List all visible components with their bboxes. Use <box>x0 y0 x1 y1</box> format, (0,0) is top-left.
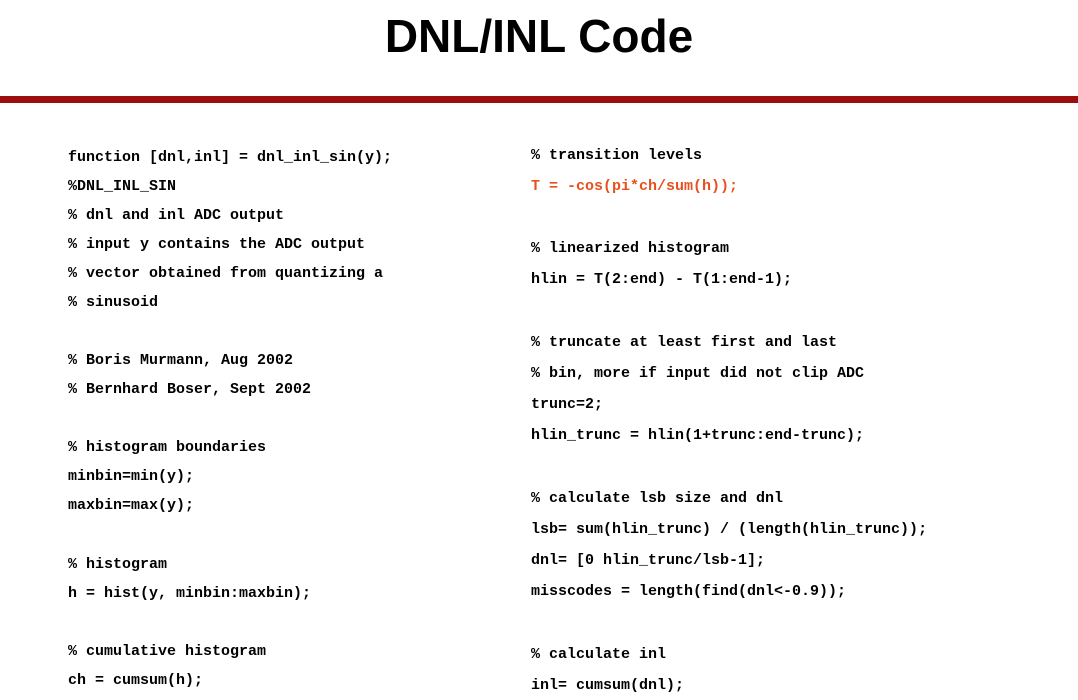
code-line: dnl= [0 hlin_trunc/lsb-1]; <box>531 552 766 569</box>
code-line: trunc=2; <box>531 396 604 413</box>
code-line: % truncate at least first and last <box>531 334 838 351</box>
code-line: function [dnl,inl] = dnl_inl_sin(y); <box>68 149 393 166</box>
code-line: minbin=min(y); <box>68 468 195 485</box>
code-line: % linearized histogram <box>531 240 730 257</box>
code-line: % vector obtained from quantizing a <box>68 265 384 282</box>
slide-title: DNL/INL Code <box>384 10 694 62</box>
code-line: % Boris Murmann, Aug 2002 <box>68 352 294 369</box>
code-line: % bin, more if input did not clip ADC <box>531 365 865 382</box>
title-divider <box>0 96 1078 103</box>
code-line: ch = cumsum(h); <box>68 672 204 689</box>
code-line: maxbin=max(y); <box>68 497 195 514</box>
code-line: h = hist(y, minbin:maxbin); <box>68 585 312 602</box>
code-line: % cumulative histogram <box>68 643 267 660</box>
code-line: hlin = T(2:end) - T(1:end-1); <box>531 271 793 288</box>
code-line: % histogram <box>68 556 168 573</box>
code-line: lsb= sum(hlin_trunc) / (length(hlin_trunc)); <box>531 521 928 538</box>
code-line: % calculate inl <box>531 646 667 663</box>
code-line: inl= cumsum(dnl); <box>531 677 685 694</box>
code-line: % histogram boundaries <box>68 439 267 456</box>
code-line: % Bernhard Boser, Sept 2002 <box>68 381 312 398</box>
code-line: % calculate lsb size and dnl <box>531 490 784 507</box>
code-line: % sinusoid <box>68 294 159 311</box>
code-line: hlin_trunc = hlin(1+trunc:end-trunc); <box>531 427 865 444</box>
code-line: misscodes = length(find(dnl<-0.9)); <box>531 583 847 600</box>
code-line: % dnl and inl ADC output <box>68 207 285 224</box>
code-line: %DNL_INL_SIN <box>68 178 177 195</box>
code-line-highlighted: T = -cos(pi*ch/sum(h)); <box>531 178 739 195</box>
code-line: % input y contains the ADC output <box>68 236 366 253</box>
code-line: % transition levels <box>531 147 703 164</box>
